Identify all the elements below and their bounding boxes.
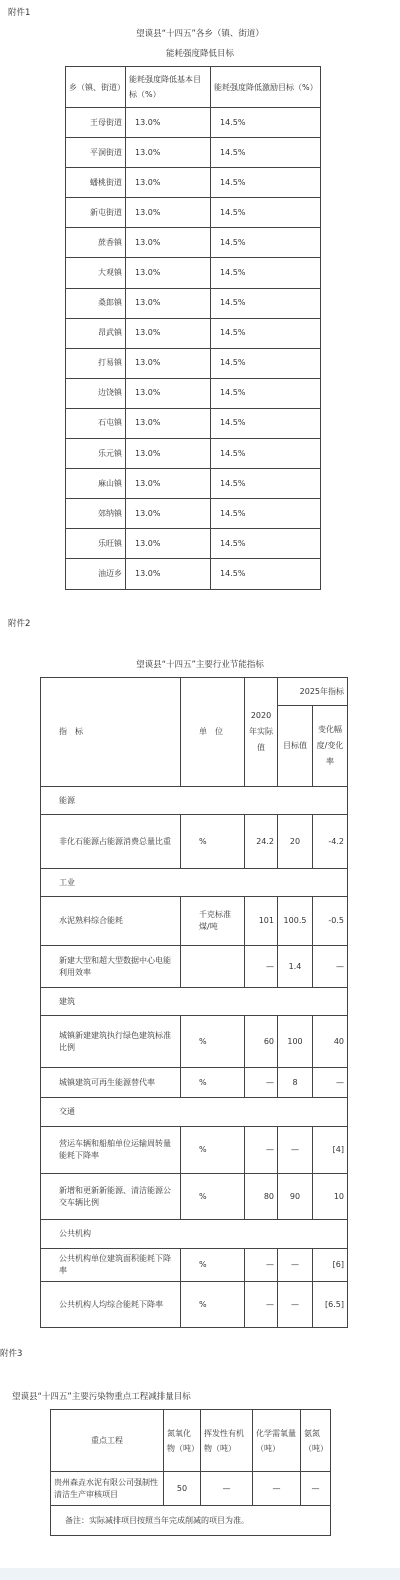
section-name: 能源 bbox=[41, 787, 348, 815]
target-value: — bbox=[278, 1127, 313, 1174]
table-row bbox=[66, 439, 321, 469]
township-name: 蟠桃街道 bbox=[66, 168, 126, 198]
table-row bbox=[41, 897, 348, 946]
section-row bbox=[41, 988, 348, 1016]
section-name: 工业 bbox=[41, 869, 348, 897]
township-name: 乐元镇 bbox=[66, 439, 126, 469]
township-name: 大观镇 bbox=[66, 258, 126, 288]
township-name: 桑郎镇 bbox=[66, 288, 126, 318]
section-name: 建筑 bbox=[41, 988, 348, 1016]
column-header: 能耗强度降低基本目标（%） bbox=[126, 67, 211, 108]
basic-target: 13.0% bbox=[126, 408, 211, 438]
incentive-target: 14.5% bbox=[211, 168, 321, 198]
attachment2-table bbox=[40, 677, 348, 1328]
change-value: — bbox=[313, 1068, 348, 1098]
actual-2020-value: 101 bbox=[245, 897, 278, 946]
incentive-target: 14.5% bbox=[211, 318, 321, 348]
table-row bbox=[41, 1282, 348, 1328]
indicator-name: 新增和更新新能源、清洁能源公交车辆比例 bbox=[41, 1174, 181, 1220]
table-row bbox=[66, 318, 321, 348]
attachment1-label: 附件1 bbox=[8, 8, 31, 18]
table-row bbox=[41, 1068, 348, 1098]
table-note: 备注：实际减排项目按照当年完成削减的项目为准。 bbox=[51, 1506, 331, 1536]
table-row bbox=[66, 499, 321, 529]
incentive-target: 14.5% bbox=[211, 559, 321, 589]
unit-value: 千克标准煤/吨 bbox=[181, 897, 245, 946]
incentive-target: 14.5% bbox=[211, 138, 321, 168]
township-name: 乐旺镇 bbox=[66, 529, 126, 559]
table-row bbox=[66, 198, 321, 228]
table-row bbox=[66, 168, 321, 198]
table-row bbox=[66, 469, 321, 499]
change-value: — bbox=[313, 946, 348, 988]
table-header-row bbox=[66, 67, 321, 108]
township-name: 新屯街道 bbox=[66, 198, 126, 228]
cod-value: — bbox=[253, 1472, 301, 1506]
basic-target: 13.0% bbox=[126, 228, 211, 258]
note-row bbox=[51, 1506, 331, 1536]
change-value: 40 bbox=[313, 1016, 348, 1068]
incentive-target: 14.5% bbox=[211, 408, 321, 438]
incentive-target: 14.5% bbox=[211, 439, 321, 469]
indicator-name: 公共机构人均综合能耗下降率 bbox=[41, 1282, 181, 1328]
basic-target: 13.0% bbox=[126, 288, 211, 318]
table-row bbox=[41, 946, 348, 988]
section-row bbox=[41, 787, 348, 815]
attachment3-label: 附件3 bbox=[0, 1349, 23, 1359]
ammonia-header: 氨氮（吨） bbox=[301, 1410, 331, 1472]
nox-value: 50 bbox=[164, 1472, 201, 1506]
section-row bbox=[41, 1220, 348, 1249]
indicator-name: 城镇新建建筑执行绿色建筑标准比例 bbox=[41, 1016, 181, 1068]
cod-header: 化学需氧量（吨） bbox=[253, 1410, 301, 1472]
target-value: 1.4 bbox=[278, 946, 313, 988]
actual-2020-value: 80 bbox=[245, 1174, 278, 1220]
voc-value: — bbox=[201, 1472, 253, 1506]
attachment1-table bbox=[65, 66, 321, 590]
incentive-target: 14.5% bbox=[211, 348, 321, 378]
basic-target: 13.0% bbox=[126, 529, 211, 559]
basic-target: 13.0% bbox=[126, 318, 211, 348]
incentive-target: 14.5% bbox=[211, 198, 321, 228]
unit-value: % bbox=[181, 815, 245, 869]
basic-target: 13.0% bbox=[126, 258, 211, 288]
basic-target: 13.0% bbox=[126, 138, 211, 168]
target-value: — bbox=[278, 1282, 313, 1328]
incentive-target: 14.5% bbox=[211, 499, 321, 529]
unit-value: % bbox=[181, 1174, 245, 1220]
target-2025-group-header: 2025年指标 bbox=[278, 678, 348, 706]
actual-2020-value: — bbox=[245, 1127, 278, 1174]
attachment2-label: 附件2 bbox=[8, 619, 31, 629]
basic-target: 13.0% bbox=[126, 348, 211, 378]
table-row bbox=[66, 559, 321, 589]
attachment3-table bbox=[50, 1409, 331, 1536]
attachment2-title: 望谟县“十四五”主要行业节能指标 bbox=[136, 660, 264, 670]
table-row bbox=[66, 138, 321, 168]
table-header-row bbox=[51, 1410, 331, 1472]
unit-value: % bbox=[181, 1249, 245, 1282]
ammonia-value: — bbox=[301, 1472, 331, 1506]
column-header: 乡（镇、街道） bbox=[66, 67, 126, 108]
section-row bbox=[41, 1098, 348, 1127]
change-rate-header: 变化幅度/变化率 bbox=[313, 706, 348, 787]
column-header: 能耗强度降低激励目标（%） bbox=[211, 67, 321, 108]
section-row bbox=[41, 869, 348, 897]
unit-header: 单 位 bbox=[181, 678, 245, 787]
township-name: 郊纳镇 bbox=[66, 499, 126, 529]
table-row bbox=[66, 378, 321, 408]
actual-2020-value: — bbox=[245, 1249, 278, 1282]
incentive-target: 14.5% bbox=[211, 228, 321, 258]
indicator-name: 城镇建筑可再生能源替代率 bbox=[41, 1068, 181, 1098]
table-row bbox=[51, 1472, 331, 1506]
change-value: [6.5] bbox=[313, 1282, 348, 1328]
indicator-header: 指 标 bbox=[41, 678, 181, 787]
township-name: 麻山镇 bbox=[66, 469, 126, 499]
attachment1-subtitle: 能耗强度降低目标 bbox=[165, 49, 234, 59]
table-row bbox=[41, 1174, 348, 1220]
nox-header: 氮氧化物（吨） bbox=[164, 1410, 201, 1472]
basic-target: 13.0% bbox=[126, 439, 211, 469]
table-row bbox=[41, 1127, 348, 1174]
table-row bbox=[66, 228, 321, 258]
attachment1-title: 望谟县“十四五”各乡（镇、街道） bbox=[136, 29, 264, 39]
table-row bbox=[66, 108, 321, 138]
table-row bbox=[41, 1249, 348, 1282]
table-row bbox=[41, 815, 348, 869]
incentive-target: 14.5% bbox=[211, 258, 321, 288]
table-row bbox=[66, 529, 321, 559]
target-value: 100 bbox=[278, 1016, 313, 1068]
voc-header: 挥发性有机物（吨） bbox=[201, 1410, 253, 1472]
indicator-name: 非化石能源占能源消费总量比重 bbox=[41, 815, 181, 869]
basic-target: 13.0% bbox=[126, 168, 211, 198]
unit-value bbox=[181, 946, 245, 988]
incentive-target: 14.5% bbox=[211, 288, 321, 318]
page-bottom-bar bbox=[0, 1568, 400, 1580]
township-name: 昂武镇 bbox=[66, 318, 126, 348]
change-value: -4.2 bbox=[313, 815, 348, 869]
township-name: 油迈乡 bbox=[66, 559, 126, 589]
township-name: 平洞街道 bbox=[66, 138, 126, 168]
unit-value: % bbox=[181, 1127, 245, 1174]
project-header: 重点工程 bbox=[51, 1410, 164, 1472]
incentive-target: 14.5% bbox=[211, 378, 321, 408]
actual-2020-header: 2020年实际值 bbox=[245, 678, 278, 787]
indicator-name: 水泥熟料综合能耗 bbox=[41, 897, 181, 946]
indicator-name: 新建大型和超大型数据中心电能利用效率 bbox=[41, 946, 181, 988]
actual-2020-value: — bbox=[245, 1282, 278, 1328]
project-name: 贵州森垚水泥有限公司强制性清洁生产审核项目 bbox=[51, 1472, 164, 1506]
attachment3-title: 望谟县“十四五”主要污染物重点工程减排量目标 bbox=[12, 1392, 191, 1402]
change-value: [6] bbox=[313, 1249, 348, 1282]
unit-value: % bbox=[181, 1068, 245, 1098]
target-value: 100.5 bbox=[278, 897, 313, 946]
change-value: -0.5 bbox=[313, 897, 348, 946]
unit-value: % bbox=[181, 1016, 245, 1068]
township-name: 石屯镇 bbox=[66, 408, 126, 438]
target-value: — bbox=[278, 1249, 313, 1282]
table-row bbox=[66, 408, 321, 438]
actual-2020-value: 60 bbox=[245, 1016, 278, 1068]
basic-target: 13.0% bbox=[126, 469, 211, 499]
incentive-target: 14.5% bbox=[211, 108, 321, 138]
table-row bbox=[66, 348, 321, 378]
change-value: 10 bbox=[313, 1174, 348, 1220]
township-name: 边饶镇 bbox=[66, 378, 126, 408]
actual-2020-value: — bbox=[245, 946, 278, 988]
section-name: 交通 bbox=[41, 1098, 348, 1127]
basic-target: 13.0% bbox=[126, 198, 211, 228]
basic-target: 13.0% bbox=[126, 499, 211, 529]
target-value: 90 bbox=[278, 1174, 313, 1220]
target-value: 8 bbox=[278, 1068, 313, 1098]
actual-2020-value: 24.2 bbox=[245, 815, 278, 869]
table-row bbox=[41, 1016, 348, 1068]
township-name: 蔗香镇 bbox=[66, 228, 126, 258]
incentive-target: 14.5% bbox=[211, 529, 321, 559]
incentive-target: 14.5% bbox=[211, 469, 321, 499]
basic-target: 13.0% bbox=[126, 378, 211, 408]
table-header-row bbox=[41, 678, 348, 706]
change-value: [4] bbox=[313, 1127, 348, 1174]
indicator-name: 营运车辆和船舶单位运输周转量能耗下降率 bbox=[41, 1127, 181, 1174]
actual-2020-value: — bbox=[245, 1068, 278, 1098]
basic-target: 13.0% bbox=[126, 559, 211, 589]
section-name: 公共机构 bbox=[41, 1220, 348, 1249]
target-value: 20 bbox=[278, 815, 313, 869]
table-row bbox=[66, 258, 321, 288]
township-name: 王母街道 bbox=[66, 108, 126, 138]
basic-target: 13.0% bbox=[126, 108, 211, 138]
unit-value: % bbox=[181, 1282, 245, 1328]
township-name: 打易镇 bbox=[66, 348, 126, 378]
table-row bbox=[66, 288, 321, 318]
target-value-header: 目标值 bbox=[278, 706, 313, 787]
indicator-name: 公共机构单位建筑面积能耗下降率 bbox=[41, 1249, 181, 1282]
